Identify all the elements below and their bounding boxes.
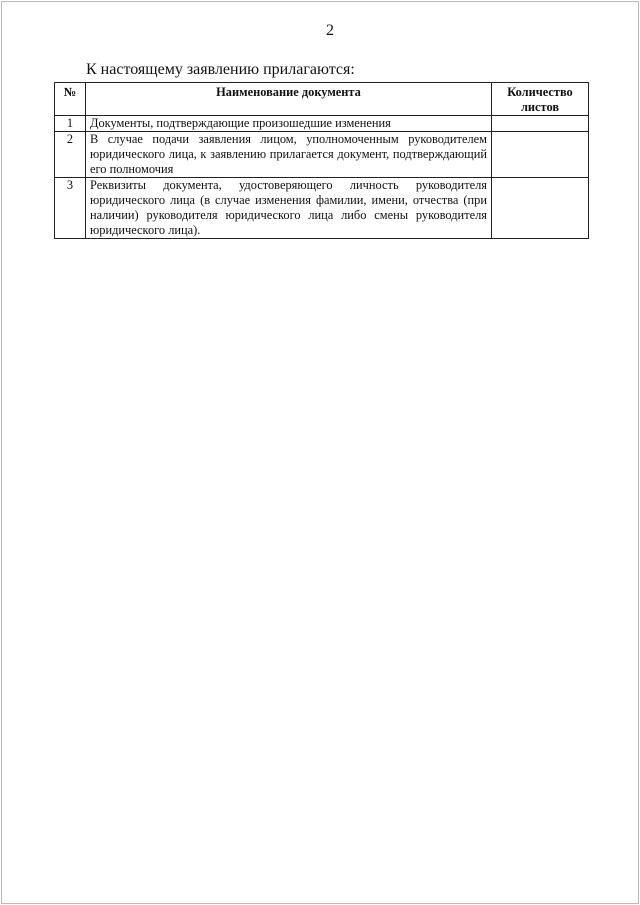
row-number: 3: [55, 178, 86, 239]
attachments-table: [54, 82, 589, 239]
row-sheet-count: [492, 132, 589, 178]
table-row: [55, 116, 589, 132]
header-sheet-count: Количество листов: [492, 83, 589, 116]
header-number: №: [55, 83, 86, 116]
row-document-name: Реквизиты документа, удостоверяющего личность руководителя юридического лица (в случае изменения фамилии, имени, отчества (при наличии) руководителя юридического лица либо смены руководителя юридического лица).: [86, 178, 492, 239]
table-row: [55, 178, 589, 239]
header-document-name: Наименование документа: [86, 83, 492, 116]
row-sheet-count: [492, 178, 589, 239]
row-number: 2: [55, 132, 86, 178]
page-number: 2: [326, 22, 334, 39]
row-sheet-count: [492, 116, 589, 132]
attachments-intro: К настоящему заявлению прилагаются:: [86, 61, 355, 78]
table-header-row: [55, 83, 589, 116]
table-row: [55, 132, 589, 178]
row-number: 1: [55, 116, 86, 132]
row-document-name: Документы, подтверждающие произошедшие изменения: [86, 116, 492, 132]
row-document-name: В случае подачи заявления лицом, уполномоченным руководителем юридического лица, к заявлению прилагается документ, подтверждающий его полномочия: [86, 132, 492, 178]
